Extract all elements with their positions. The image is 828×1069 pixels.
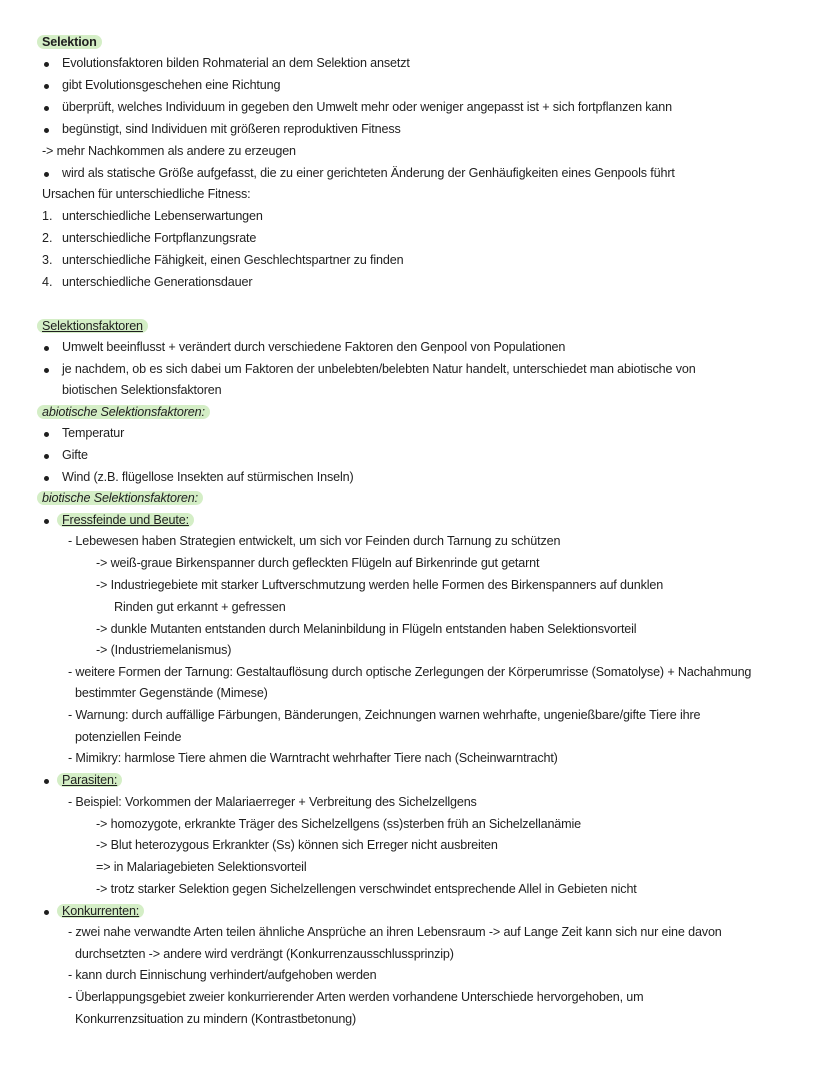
abiotic-item: Wind (z.B. flügellose Insekten auf stürmischen Inseln) — [62, 470, 354, 484]
cause-item: unterschiedliche Fähigkeit, einen Geschlechtspartner zu finden — [62, 253, 404, 267]
selektion-bullet: wird als statische Größe aufgefasst, die zu einer gerichteten Änderung der Genhäufigkeiten eines Genpools führt — [62, 166, 675, 180]
faktoren-bullet-continued: biotischen Selektionsfaktoren — [62, 383, 222, 397]
fress-line: -> (Industriemelanismus) — [96, 643, 232, 657]
selektion-bullet: begünstigt, sind Individuen mit größeren reproduktiven Fitness — [62, 122, 401, 136]
bullet-dot — [44, 519, 49, 524]
parasit-line: -> Blut heterozygous Erkrankter (Ss) können sich Erreger nicht ausbreiten — [96, 838, 498, 852]
list-number: 4. — [42, 275, 53, 289]
konk-line: - Überlappungsgebiet zweier konkurrierender Arten werden vorhandene Unterschiede hervorgehoben, um — [68, 990, 644, 1004]
selektion-bullet: überprüft, welches Individuum in gegeben den Umwelt mehr oder weniger angepasst ist + sich fortpflanzen kann — [62, 100, 672, 114]
abiotic-item: Gifte — [62, 448, 88, 462]
heading-selektion: Selektion — [42, 35, 102, 49]
faktoren-bullet: je nachdem, ob es sich dabei um Faktoren der unbelebten/belebten Natur handelt, unterschiedet man abiotische von — [62, 362, 696, 376]
causes-title: Ursachen für unterschiedliche Fitness: — [42, 187, 251, 201]
abiotic-heading: abiotische Selektionsfaktoren: — [42, 405, 210, 419]
cause-item: unterschiedliche Generationsdauer — [62, 275, 253, 289]
fress-line: -> dunkle Mutanten entstanden durch Melaninbildung in Flügeln entstanden haben Selektionsvorteil — [96, 622, 637, 636]
selektion-bullet: gibt Evolutionsgeschehen eine Richtung — [62, 78, 281, 92]
bullet-dot — [44, 172, 49, 177]
fress-line: - weitere Formen der Tarnung: Gestaltauflösung durch optische Zerlegungen der Körperumrisse (Somatolyse) + Nachahmung — [68, 665, 752, 679]
list-number: 2. — [42, 231, 53, 245]
bullet-dot — [44, 454, 49, 459]
bullet-dot — [44, 128, 49, 133]
fress-line: - Mimikry: harmlose Tiere ahmen die Warntracht wehrhafter Tiere nach (Scheinwarntracht) — [68, 751, 558, 765]
konk-line: durchsetzten -> andere wird verdrängt (Konkurrenzausschlussprinzip) — [75, 947, 454, 961]
bullet-dot — [44, 84, 49, 89]
arrow-line: -> mehr Nachkommen als andere zu erzeugen — [42, 144, 296, 158]
list-number: 3. — [42, 253, 53, 267]
cause-item: unterschiedliche Fortpflanzungsrate — [62, 231, 257, 245]
abiotic-item: Temperatur — [62, 426, 125, 440]
fress-line: potenziellen Feinde — [75, 730, 182, 744]
bullet-dot — [44, 346, 49, 351]
parasit-line: - Beispiel: Vorkommen der Malariaerreger + Verbreitung des Sichelzellgens — [68, 795, 477, 809]
parasit-line: -> homozygote, erkrankte Träger des Sichelzellgens (ss)sterben früh an Sichelzellanämie — [96, 817, 581, 831]
bullet-dot — [44, 62, 49, 67]
list-number: 1. — [42, 209, 53, 223]
parasit-line: -> trotz starker Selektion gegen Sichelzellengen verschwindet entsprechende Allel in Gebieten nicht — [96, 882, 637, 896]
konk-line: Konkurrenzsituation zu mindern (Kontrastbetonung) — [75, 1012, 357, 1026]
fress-line: - Warnung: durch auffällige Färbungen, Bänderungen, Zeichnungen warnen wehrhafte, ungenießbare/gifte Tiere ihre — [68, 708, 701, 722]
fress-line: - Lebewesen haben Strategien entwickelt, um sich vor Feinden durch Tarnung zu schützen — [68, 534, 561, 548]
konkurrenten-heading: Konkurrenten: — [62, 904, 144, 918]
bullet-dot — [44, 779, 49, 784]
fress-line: -> weiß-graue Birkenspanner durch gefleckten Flügeln auf Birkenrinde gut getarnt — [96, 556, 540, 570]
bullet-dot — [44, 432, 49, 437]
bullet-dot — [44, 476, 49, 481]
fress-line: bestimmter Gegenstände (Mimese) — [75, 686, 268, 700]
bullet-dot — [44, 106, 49, 111]
konk-line: - zwei nahe verwandte Arten teilen ähnliche Ansprüche an ihren Lebensraum -> auf Lange Zeit kann sich nur eine davon — [68, 925, 722, 939]
parasit-line: => in Malariagebieten Selektionsvorteil — [96, 860, 307, 874]
faktoren-bullet: Umwelt beeinflusst + verändert durch verschiedene Faktoren den Genpool von Populationen — [62, 340, 566, 354]
selektion-bullet: Evolutionsfaktoren bilden Rohmaterial an dem Selektion ansetzt — [62, 56, 410, 70]
bullet-dot — [44, 368, 49, 373]
bullet-dot — [44, 910, 49, 915]
parasiten-heading: Parasiten: — [62, 773, 122, 787]
konk-line: - kann durch Einnischung verhindert/aufgehoben werden — [68, 968, 377, 982]
heading-selektionsfaktoren: Selektionsfaktoren — [42, 319, 148, 333]
biotic-heading: biotische Selektionsfaktoren: — [42, 491, 203, 505]
fress-line: Rinden gut erkannt + gefressen — [114, 600, 286, 614]
cause-item: unterschiedliche Lebenserwartungen — [62, 209, 263, 223]
fressfeinde-heading: Fressfeinde und Beute: — [62, 513, 194, 527]
fress-line: -> Industriegebiete mit starker Luftverschmutzung werden helle Formen des Birkenspanners auf dunklen — [96, 578, 664, 592]
